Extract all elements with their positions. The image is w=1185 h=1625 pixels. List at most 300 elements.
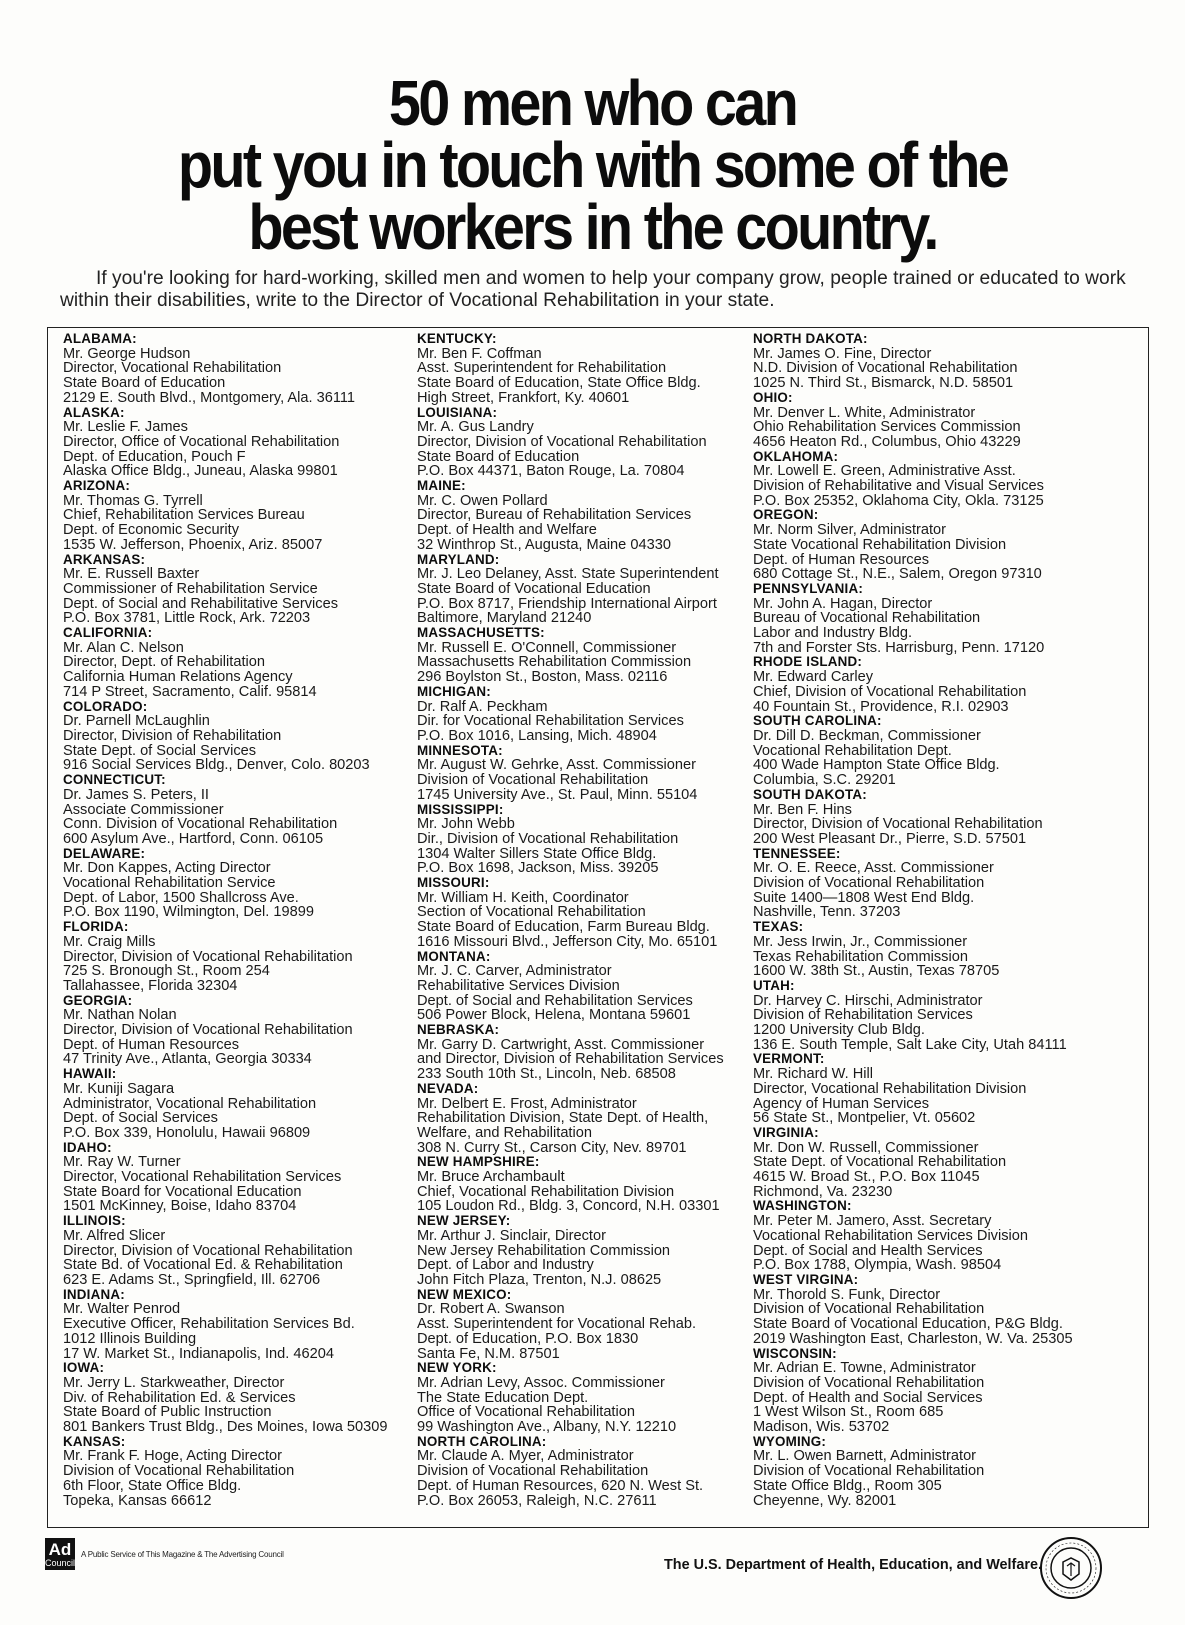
contact-line: Rehabilitative Services Division [417,977,620,994]
state-entry [417,744,772,803]
state-entry [63,1214,418,1288]
state-name: KANSAS: [63,1433,126,1449]
contact-line: Dept. of Human Resources, 620 N. West St. [417,1477,704,1494]
contact-line: Mr. James O. Fine, Director [753,345,932,362]
state-entry [63,1361,418,1435]
contact-line: 233 South 10th St., Lincoln, Neb. 68508 [417,1066,676,1083]
contact-line: Office of Vocational Rehabilitation [417,1404,635,1421]
state-name: IOWA: [63,1360,105,1376]
contact-line: 714 P Street, Sacramento, Calif. 95814 [63,683,317,700]
contact-line: Tallahassee, Florida 32304 [63,977,238,994]
contact-line: Mr. C. Owen Pollard [417,492,548,509]
state-entry [753,391,1113,450]
state-entry [63,626,418,700]
contact-line: Mr. Denver L. White, Administrator [753,404,976,421]
contact-line: 6th Floor, State Office Bldg. [63,1477,242,1494]
contact-line: Dept. of Labor, 1500 Shallcross Ave. [63,889,299,906]
contact-line: Mr. O. E. Reece, Asst. Commissioner [753,860,994,877]
state-entry [417,1082,772,1156]
contact-line: 1745 University Ave., St. Paul, Minn. 55104 [417,786,698,803]
contact-line: 105 Loudon Rd., Bldg. 3, Concord, N.H. 03301 [417,1198,720,1215]
state-entry [753,1435,1113,1509]
contact-line: High Street, Frankfort, Ky. 40601 [417,389,630,406]
state-name: ALABAMA: [63,331,137,346]
state-name: NEW YORK: [417,1360,497,1376]
contact-line: Nashville, Tenn. 37203 [753,904,901,921]
contact-line: Dept. of Human Resources [63,1036,240,1053]
contact-line: Director, Bureau of Rehabilitation Services [417,507,692,524]
contact-line: P.O. Box 44371, Baton Rouge, La. 70804 [417,463,685,480]
contact-line: Mr. J. C. Carver, Administrator [417,963,612,980]
state-name: ARIZONA: [63,478,131,494]
public-service-credit: A Public Service of This Magazine & The Advertising Council [81,1549,284,1559]
state-entry [753,332,1113,391]
state-entry [63,700,418,774]
contact-line: State Board of Vocational Education [417,580,651,597]
headline-line-1: 50 men who can [388,67,797,139]
state-name: NEBRASKA: [417,1022,500,1038]
contact-line: Mr. Richard W. Hill [753,1066,874,1083]
state-name: NORTH DAKOTA: [753,331,868,346]
contact-line: Dir. for Vocational Rehabilitation Services [417,713,684,730]
state-name: UTAH: [753,977,795,993]
contact-line: 4615 W. Broad St., P.O. Box 11045 [753,1169,980,1186]
contact-line: Dept. of Labor and Industry [417,1257,594,1274]
contact-line: Director, Vocational Rehabilitation Services [63,1169,342,1186]
contact-line: 99 Washington Ave., Albany, N.Y. 12210 [417,1419,677,1436]
state-name: OHIO: [753,389,793,405]
contact-line: 56 State St., Montpelier, Vt. 05602 [753,1110,976,1127]
contact-line: 7th and Forster Sts. Harrisburg, Penn. 17120 [753,639,1045,656]
headline-line-3: best workers in the country. [248,191,937,263]
contact-line: Dept. of Social and Rehabilitative Services [63,595,338,612]
contact-line: John Fitch Plaza, Trenton, N.J. 08625 [417,1272,662,1288]
contact-line: Mr. William H. Keith, Coordinator [417,889,629,906]
state-entry [417,332,772,406]
state-entry [753,1347,1113,1435]
contact-line: Mr. Leslie F. James [63,419,188,436]
contact-line: 916 Social Services Bldg., Denver, Colo. 80203 [63,757,370,774]
contact-line: California Human Relations Agency [63,669,293,686]
state-name: INDIANA: [63,1286,125,1302]
contact-line: Dept. of Economic Security [63,522,240,539]
contact-line: Division of Vocational Rehabilitation [417,772,649,789]
contact-line: Dr. Parnell McLaughlin [63,713,210,730]
state-name: WASHINGTON: [753,1198,852,1214]
contact-line: Dept. of Human Resources [753,551,930,568]
state-name: SOUTH CAROLINA: [753,713,882,729]
state-name: MASSACHUSETTS: [417,625,545,641]
contact-line: Mr. Walter Penrod [63,1301,181,1318]
contact-line: 2019 Washington East, Charleston, W. Va. 25305 [753,1330,1073,1347]
contact-line: Mr. Peter M. Jamero, Asst. Secretary [753,1213,992,1230]
contact-line: State Board of Education [417,448,580,465]
state-name: MISSISSIPPI: [417,801,504,817]
contact-line: P.O. Box 8717, Friendship International Airport [417,595,717,612]
contact-line: Mr. Alan C. Nelson [63,639,184,656]
state-name: VIRGINIA: [753,1124,819,1140]
ad-council-logo [45,1538,75,1570]
state-name: HAWAII: [63,1066,117,1082]
contact-line: Mr. Edward Carley [753,669,874,686]
contact-line: and Director, Division of Rehabilitation Services [417,1051,724,1068]
footer-public-service [45,1538,284,1570]
contact-line: Mr. George Hudson [63,345,191,362]
contact-line: Section of Vocational Rehabilitation [417,904,646,921]
contact-line: State Board of Education, State Office Bldg. [417,375,701,392]
state-name: IDAHO: [63,1139,112,1155]
contact-line: Mr. L. Owen Barnett, Administrator [753,1448,977,1465]
state-entry [417,1361,772,1435]
contact-line: 1501 McKinney, Boise, Idaho 83704 [63,1198,297,1215]
contact-line: 4656 Heaton Rd., Columbus, Ohio 43229 [753,433,1021,450]
contact-line: Mr. Nathan Nolan [63,1007,177,1024]
state-entry [417,553,772,627]
contact-line: P.O. Box 25352, Oklahoma City, Okla. 73125 [753,492,1044,509]
contact-line: P.O. Box 1016, Lansing, Mich. 48904 [417,727,657,744]
contact-line: Dept. of Education, P.O. Box 1830 [417,1330,639,1347]
contact-line: Mr. Jerry L. Starkweather, Director [63,1374,285,1391]
state-entry [753,582,1113,656]
contact-line: State Vocational Rehabilitation Division [753,536,1007,553]
state-entry [417,406,772,480]
contact-line: 1025 N. Third St., Bismarck, N.D. 58501 [753,375,1014,392]
contact-line: N.D. Division of Vocational Rehabilitation [753,360,1018,377]
contact-line: Suite 1400—1808 West End Bldg. [753,889,975,906]
contact-line: State Board of Education [63,375,226,392]
directory-column-3 [753,332,1113,1508]
intro-paragraph: If you're looking for hard-working, skilled men and women to help your company grow, people trained or educated to work within their disabilities, write to the Director of Vocational Rehabilitation in your state. [60,268,1126,311]
state-name: NEVADA: [417,1080,479,1096]
state-name: OREGON: [753,507,819,523]
contact-line: State Office Bldg., Room 305 [753,1477,942,1494]
state-entry [753,920,1113,979]
contact-line: Texas Rehabilitation Commission [753,948,968,965]
contact-line: Baltimore, Maryland 21240 [417,610,592,627]
contact-line: Director, Division of Rehabilitation [63,727,282,744]
contact-line: The State Education Dept. [417,1389,589,1406]
state-name: VERMONT: [753,1051,825,1067]
contact-line: 308 N. Curry St., Carson City, Nev. 89701 [417,1139,687,1156]
state-entry [753,508,1113,582]
headline [59,67,1126,263]
contact-line: New Jersey Rehabilitation Commission [417,1242,671,1259]
contact-line: Asst. Superintendent for Rehabilitation [417,360,667,377]
contact-line: Mr. J. Leo Delaney, Asst. State Superintendent [417,566,719,583]
contact-line: State Board for Vocational Education [63,1183,302,1200]
contact-line: Dir., Division of Vocational Rehabilitation [417,830,679,847]
contact-line: Mr. Adrian Levy, Assoc. Commissioner [417,1374,665,1391]
contact-line: Columbia, S.C. 29201 [753,772,896,789]
state-entry [63,553,418,627]
contact-line: State Board of Vocational Education, P&G Bldg. [753,1316,1063,1333]
contact-line: 1012 Illinois Building [63,1330,197,1347]
contact-line: Agency of Human Services [753,1095,930,1112]
state-name: OKLAHOMA: [753,448,839,464]
contact-line: Alaska Office Bldg., Juneau, Alaska 99801 [63,463,338,480]
contact-line: 40 Fountain St., Providence, R.I. 02903 [753,698,1009,715]
state-entry [63,773,418,847]
state-name: MONTANA: [417,948,491,964]
state-name: WYOMING: [753,1433,827,1449]
contact-line: Massachusetts Rehabilitation Commission [417,654,692,671]
contact-line: Richmond, Va. 23230 [753,1183,893,1200]
contact-line: Commissioner of Rehabilitation Service [63,580,318,597]
contact-line: Dr. Robert A. Swanson [417,1301,565,1318]
contact-line: P.O. Box 3781, Little Rock, Ark. 72203 [63,610,311,627]
contact-line: Mr. Kuniji Sagara [63,1080,175,1097]
state-entry [417,950,772,1024]
contact-line: Mr. Craig Mills [63,933,156,950]
state-entry [753,1273,1113,1347]
contact-line: Chief, Division of Vocational Rehabilitation [753,683,1027,700]
contact-line: Mr. Alfred Slicer [63,1227,166,1244]
state-name: TEXAS: [753,919,804,935]
contact-line: Mr. Thorold S. Funk, Director [753,1286,941,1303]
contact-line: Chief, Vocational Rehabilitation Division [417,1183,675,1200]
contact-line: Madison, Wis. 53702 [753,1419,890,1436]
state-entry [417,1155,772,1214]
state-entry [63,332,418,406]
contact-line: Dept. of Social and Rehabilitation Services [417,992,693,1009]
contact-line: Mr. John Webb [417,816,515,833]
contact-line: 136 E. South Temple, Salt Lake City, Utah 84111 [753,1036,1067,1053]
state-name: LOUISIANA: [417,404,498,420]
contact-line: Mr. Don Kappes, Acting Director [63,860,271,877]
state-entry [753,788,1113,847]
contact-line: State Bd. of Vocational Ed. & Rehabilitation [63,1257,343,1274]
state-entry [417,876,772,950]
state-name: NEW JERSEY: [417,1213,511,1229]
contact-line: Director, Division of Vocational Rehabilitation [417,433,707,450]
contact-line: 296 Boylston St., Boston, Mass. 02116 [417,669,668,686]
state-entry [63,1067,418,1141]
contact-line: Director, Division of Vocational Rehabilitation [63,1242,353,1259]
contact-line: Mr. Thomas G. Tyrrell [63,492,203,509]
contact-line: 506 Power Block, Helena, Montana 59601 [417,1007,691,1024]
contact-line: Mr. E. Russell Baxter [63,566,200,583]
contact-line: Division of Vocational Rehabilitation [753,875,985,892]
contact-line: 1535 W. Jefferson, Phoenix, Ariz. 85007 [63,536,323,553]
state-name: GEORGIA: [63,992,133,1008]
contact-line: Mr. Lowell E. Green, Administrative Asst. [753,463,1016,480]
state-name: SOUTH DAKOTA: [753,786,867,802]
state-name: WISCONSIN: [753,1345,837,1361]
contact-line: Vocational Rehabilitation Services Division [753,1227,1028,1244]
hew-seal-icon [1039,1536,1103,1600]
contact-line: 32 Winthrop St., Augusta, Maine 04330 [417,536,671,553]
contact-line: 1616 Missouri Blvd., Jefferson City, Mo. 65101 [417,933,718,950]
state-entry [417,803,772,877]
contact-line: Dr. Ralf A. Peckham [417,698,548,715]
state-entry [753,979,1113,1053]
contact-line: Bureau of Vocational Rehabilitation [753,610,981,627]
state-name: NEW HAMPSHIRE: [417,1154,540,1170]
state-entry [417,1288,772,1362]
state-entry [417,1435,772,1509]
contact-line: Dept. of Health and Social Services [753,1389,983,1406]
state-name: WEST VIRGINA: [753,1272,859,1287]
contact-line: Division of Rehabilitation Services [753,1007,973,1024]
state-name: COLORADO: [63,698,148,714]
contact-line: Ohio Rehabilitation Services Commission [753,419,1021,436]
contact-line: Division of Rehabilitative and Visual Services [753,478,1044,495]
contact-line: Welfare, and Rehabilitation [417,1124,592,1141]
contact-line: Dept. of Social Services [63,1110,218,1127]
contact-line: Labor and Industry Bldg. [753,625,913,642]
state-name: MINNESOTA: [417,742,503,758]
state-entry [753,847,1113,921]
state-entry [753,1199,1113,1273]
headline-line-2: put you in touch with some of the [177,129,1008,201]
contact-line: P.O. Box 1698, Jackson, Miss. 39205 [417,860,659,877]
contact-line: Topeka, Kansas 66612 [63,1492,212,1509]
contact-line: Mr. Ben F. Hins [753,801,852,818]
contact-line: 623 E. Adams St., Springfield, Ill. 62706 [63,1272,321,1288]
state-entry [63,920,418,994]
contact-line: Mr. Frank F. Hoge, Acting Director [63,1448,282,1465]
contact-line: 680 Cottage St., N.E., Salem, Oregon 97310 [753,566,1042,583]
state-name: CALIFORNIA: [63,625,153,641]
contact-line: Mr. Russell E. O'Connell, Commissioner [417,639,677,656]
contact-line: Santa Fe, N.M. 87501 [417,1345,560,1362]
state-entry [417,479,772,553]
contact-line: Mr. August W. Gehrke, Asst. Commissioner [417,757,696,774]
contact-line: 47 Trinity Ave., Atlanta, Georgia 30334 [63,1051,312,1068]
contact-line: Conn. Division of Vocational Rehabilitation [63,816,338,833]
contact-line: State Board of Public Instruction [63,1404,272,1421]
state-name: PENNSYLVANIA: [753,580,863,596]
contact-line: 1600 W. 38th St., Austin, Texas 78705 [753,963,1000,980]
contact-line: Mr. Arthur J. Sinclair, Director [417,1227,606,1244]
ad-logo-top: Ad [48,1539,72,1559]
contact-line: Division of Vocational Rehabilitation [753,1463,985,1480]
contact-line: 2129 E. South Blvd., Montgomery, Ala. 36111 [63,389,356,406]
contact-line: Dr. Harvey C. Hirschi, Administrator [753,992,983,1009]
state-name: RHODE ISLAND: [753,654,862,670]
contact-line: Mr. John A. Hagan, Director [753,595,933,612]
state-entry [417,1214,772,1288]
state-entry [417,1023,772,1082]
contact-line: Division of Vocational Rehabilitation [63,1463,295,1480]
state-name: ALASKA: [63,404,125,420]
contact-line: Rehabilitation Division, State Dept. of Health, [417,1110,709,1127]
contact-line: Div. of Rehabilitation Ed. & Services [63,1389,296,1406]
contact-line: Dept. of Health and Welfare [417,522,597,539]
contact-line: Administrator, Vocational Rehabilitation [63,1095,317,1112]
state-name: ARKANSAS: [63,551,146,567]
contact-line: Mr. Norm Silver, Administrator [753,522,947,539]
department-name: The U.S. Department of Health, Education, and Welfare. [664,1557,1042,1573]
contact-line: 200 West Pleasant Dr., Pierre, S.D. 57501 [753,830,1027,847]
state-entry [63,406,418,480]
contact-line: P.O. Box 1190, Wilmington, Del. 19899 [63,904,314,921]
contact-line: Associate Commissioner [63,801,224,818]
state-name: MISSOURI: [417,875,490,891]
contact-line: Mr. Garry D. Cartwright, Asst. Commissioner [417,1036,705,1053]
contact-line: Director, Division of Vocational Rehabilitation [63,1022,353,1039]
state-name: FLORIDA: [63,919,129,935]
contact-line: Dept. of Social and Health Services [753,1242,983,1259]
directory-column-1 [63,332,418,1508]
state-entry [63,479,418,553]
contact-line: 725 S. Bronough St., Room 254 [63,963,270,980]
contact-line: 1 West Wilson St., Room 685 [753,1404,944,1421]
contact-line: Mr. Claude A. Myer, Administrator [417,1448,634,1465]
contact-line: Director, Office of Vocational Rehabilitation [63,433,340,450]
contact-line: State Dept. of Vocational Rehabilitation [753,1154,1007,1171]
contact-line: Director, Vocational Rehabilitation [63,360,282,377]
contact-line: State Board of Education, Farm Bureau Bldg. [417,919,710,936]
state-name: DELAWARE: [63,845,146,861]
contact-line: 17 W. Market St., Indianapolis, Ind. 46204 [63,1345,334,1362]
contact-line: State Dept. of Social Services [63,742,257,759]
contact-line: Asst. Superintendent for Vocational Rehab. [417,1316,697,1333]
state-entry [753,714,1113,788]
contact-line: Director, Division of Vocational Rehabilitation [753,816,1043,833]
directory-column-2 [417,332,772,1508]
state-name: CONNECTICUT: [63,772,166,788]
contact-line: P.O. Box 1788, Olympia, Wash. 98504 [753,1257,1002,1274]
contact-line: Division of Vocational Rehabilitation [753,1301,985,1318]
contact-line: Mr. Bruce Archambault [417,1169,565,1186]
contact-line: Mr. Don W. Russell, Commissioner [753,1139,979,1156]
contact-line: P.O. Box 339, Honolulu, Hawaii 96809 [63,1124,311,1141]
contact-line: 801 Bankers Trust Bldg., Des Moines, Iowa 50309 [63,1419,388,1436]
state-name: MAINE: [417,478,466,494]
state-entry [753,655,1113,714]
contact-line: Director, Vocational Rehabilitation Division [753,1080,1027,1097]
state-name: KENTUCKY: [417,331,497,346]
state-name: MICHIGAN: [417,683,491,699]
state-name: NEW MEXICO: [417,1286,512,1302]
state-entry [63,1435,418,1509]
state-name: NORTH CAROLINA: [417,1433,547,1449]
contact-line: Director, Dept. of Rehabilitation [63,654,265,671]
contact-line: Executive Officer, Rehabilitation Services Bd. [63,1316,355,1333]
state-name: MARYLAND: [417,551,500,567]
contact-line: Dr. Dill D. Beckman, Commissioner [753,727,981,744]
state-entry [753,1126,1113,1200]
contact-line: Director, Division of Vocational Rehabilitation [63,948,353,965]
contact-line: Mr. Delbert E. Frost, Administrator [417,1095,637,1112]
directory-box [47,327,1149,1528]
contact-line: 600 Asylum Ave., Hartford, Conn. 06105 [63,830,324,847]
ad-logo-bottom: Council [45,1557,76,1568]
contact-line: Dept. of Education, Pouch F [63,448,246,465]
state-entry [63,847,418,921]
state-entry [753,450,1113,509]
contact-line: Vocational Rehabilitation Service [63,875,276,892]
contact-line: Chief, Rehabilitation Services Bureau [63,507,305,524]
state-entry [753,1052,1113,1126]
contact-line: 1200 University Club Bldg. [753,1022,925,1039]
contact-line: Mr. Jess Irwin, Jr., Commissioner [753,933,968,950]
contact-line: Vocational Rehabilitation Dept. [753,742,952,759]
contact-line: Division of Vocational Rehabilitation [753,1374,985,1391]
contact-line: P.O. Box 26053, Raleigh, N.C. 27611 [417,1492,657,1509]
state-entry [63,994,418,1068]
state-entry [63,1288,418,1362]
contact-line: Cheyenne, Wy. 82001 [753,1492,897,1509]
contact-line: Dr. James S. Peters, II [63,786,209,803]
contact-line: Mr. Ben F. Coffman [417,345,542,362]
state-entry [417,685,772,744]
contact-line: Mr. Ray W. Turner [63,1154,181,1171]
contact-line: 1304 Walter Sillers State Office Bldg. [417,845,657,862]
state-entry [63,1141,418,1215]
state-name: ILLINOIS: [63,1213,126,1229]
